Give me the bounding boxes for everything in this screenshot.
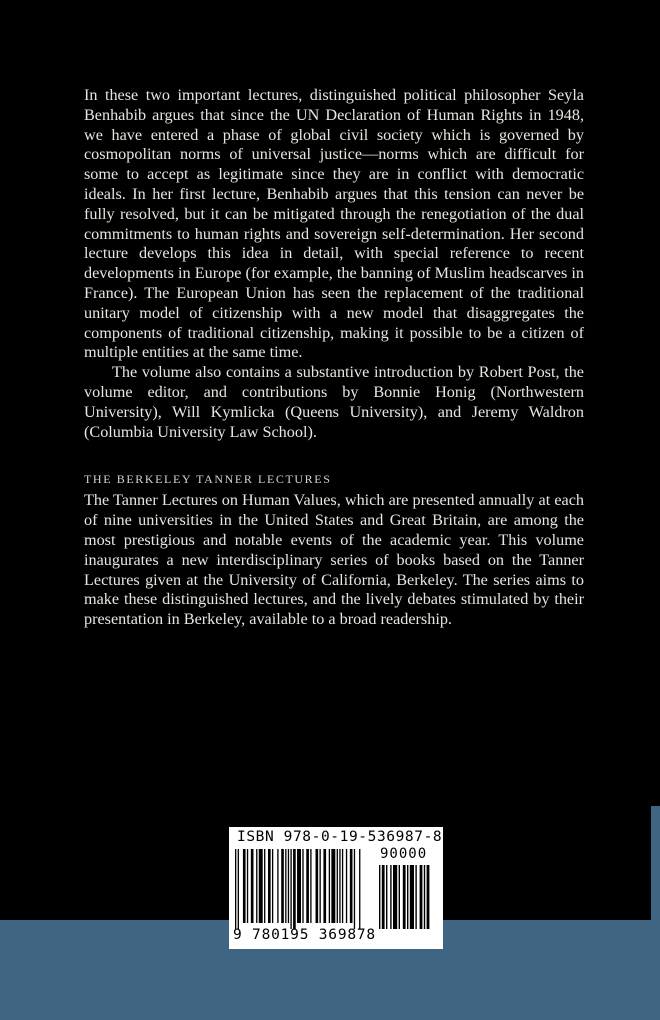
barcode-bar [350,849,353,923]
barcode-bar [420,865,423,929]
barcode-bar [393,865,397,929]
barcode-bar [403,865,406,929]
barcode-bar [235,849,236,929]
barcode-bar [288,849,289,923]
barcode-bar [424,865,425,929]
barcode-bar [306,849,309,923]
barcode-bar [323,849,326,923]
barcode-bar [277,849,278,923]
barcode-bar [359,849,360,929]
ean-number: 9 780195 369878 [233,927,376,943]
barcode-bar [337,849,338,923]
barcode-bar [251,849,254,923]
barcode-bar [390,865,391,929]
barcode-bar [272,849,273,923]
right-accent-strip [651,806,660,920]
barcode-bar [316,849,319,923]
ean-barcode-bars [235,849,373,929]
barcode-bar [256,849,257,923]
addon-barcode-bars [379,865,435,935]
barcode-bar [329,849,330,923]
barcode-bar [293,849,296,929]
barcode-bar [386,865,387,929]
series-paragraph: The Tanner Lectures on Human Values, which are presented annually at each of nine universities in the United States and Great Britain, are among the most prestigious and notable events of the academic year. This volume inaugurates a new interdisciplinary series of books based on the Tanner Lectures given at the University of California, Berkeley. The series aims to make these distinguished lectures, and the lively debates stimulated by their presentation in Berkeley, available to a broad readership. [84,491,584,629]
barcode-bar [399,865,400,929]
barcode-bar [331,849,335,923]
isbn-barcode [229,827,443,949]
barcode-bar [238,849,239,929]
barcode-bar [379,865,380,929]
description-paragraph-2: The volume also contains a substantive introduction by Robert Post, the volume editor, and contributions by Bonnie Honig (Northwestern University), Will Kymlicka (Queens University), and Jeremy Waldron (Columbia University Law School). [84,363,584,441]
barcode-bar [407,865,408,929]
barcode-bar [310,849,311,923]
barcode-bar [247,849,248,923]
barcode-bar [290,849,291,929]
barcode-bar [382,865,385,929]
barcode-bar [354,849,355,929]
series-heading: THE BERKELEY TANNER LECTURES [84,472,332,487]
barcode-bar [339,849,340,923]
barcode-bar [268,849,271,923]
barcode-bar [281,849,284,923]
barcode-bar [243,849,246,923]
barcode-bar [410,865,414,929]
barcode-bar [346,849,347,923]
barcode-bar [427,865,430,929]
barcode-bar [259,849,263,923]
barcode-bar [342,849,343,923]
barcode-bar [285,849,286,923]
price-addon-number: 90000 [380,846,428,862]
barcode-bar [319,849,320,923]
barcode-bar [302,849,303,923]
barcode-bar [297,849,301,923]
barcode-bar [264,849,265,923]
description-paragraph-1: In these two important lectures, distinguished political philosopher Seyla Benhabib argues that since the UN Declaration of Human Rights in 1948, we have entered a phase of global civil society which is governed by cosmopolitan norms of universal justice—norms which are difficult for some to accept as legitimate since they are in conflict with democratic ideals. In her first lecture, Benhabib argues that this tension can never be fully resolved, but it can be mitigated through the renegotiation of the dual commitments to human rights and sovereign self-determination. Her second lecture develops this idea in detail, with special reference to recent developments in Europe (for example, the banning of Muslim headscarves in France). The European Union has seen the replacement of the traditional unitary model of citizenship with a new model that disaggregates the components of traditional citizenship, making it possible to be a citizen of multiple entities at the same time. [84,86,584,362]
isbn-label: ISBN 978-0-19-536987-8 [237,829,443,845]
back-cover-text [84,86,584,630]
barcode-bar [415,865,416,929]
